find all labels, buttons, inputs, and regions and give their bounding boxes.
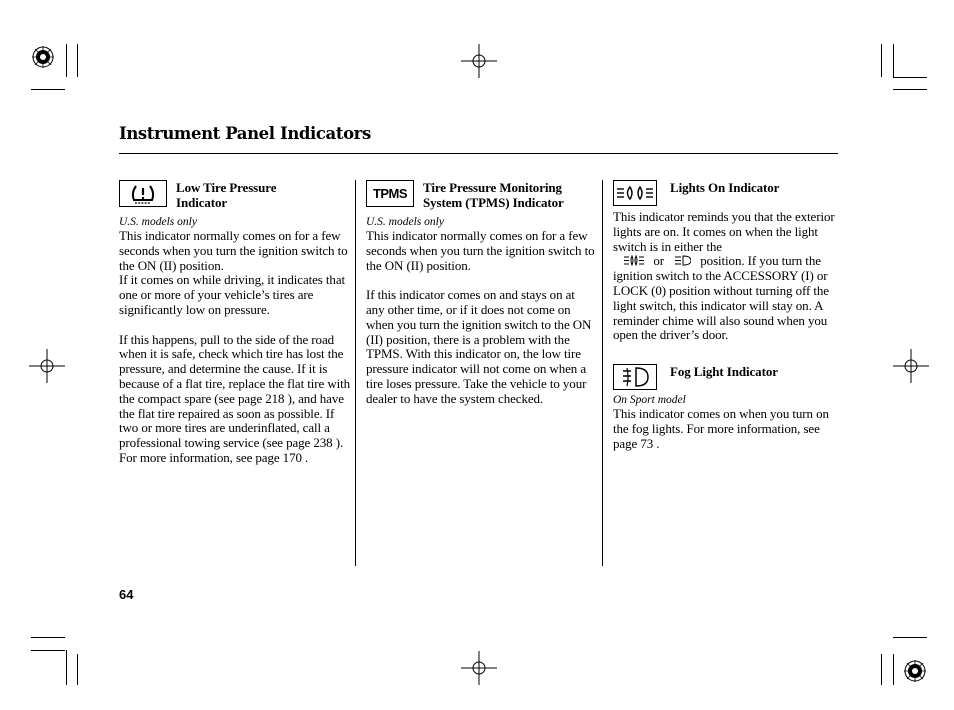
- tpms-section: [366, 180, 596, 407]
- registration-seal-icon: [32, 46, 54, 68]
- body-paragraph: [613, 210, 843, 343]
- crop-mark: [77, 44, 78, 77]
- body-paragraph: This indicator normally comes on for a few seconds when you turn the ignition switch to the ON (II) position.: [119, 228, 348, 273]
- body-paragraph: This indicator comes on when you turn on the fog lights. For more information, see page 73 .: [613, 406, 829, 451]
- crop-mark: [893, 89, 927, 90]
- section-heading: Lights On Indicator: [670, 180, 780, 195]
- section-heading: Fog Light Indicator: [670, 364, 778, 380]
- body-text: position. If you turn the ignition switch to the ACCESSORY (I) or LOCK (0) position without turning off the light switch, this indicator will stay on. A reminder chime will also sound when you open the driver’s door.: [613, 253, 829, 343]
- section-heading: [176, 180, 276, 210]
- registration-seal-icon: [904, 660, 926, 682]
- lights-on-icon: [613, 180, 657, 206]
- crosshair-mark-icon: [461, 651, 497, 685]
- lights-section: [613, 180, 843, 452]
- crop-mark: [66, 44, 67, 77]
- heading-line: Indicator: [176, 195, 228, 210]
- column-divider: [355, 180, 356, 566]
- heading-line: Low Tire Pressure: [176, 180, 277, 195]
- crop-mark: [66, 650, 67, 685]
- inline-or: or: [653, 253, 664, 269]
- crop-mark: [31, 89, 65, 90]
- body-paragraph: This indicator normally comes on for a few seconds when you turn the ignition switch to the ON (II) position.: [366, 228, 595, 273]
- low-tire-pressure-section: [119, 180, 351, 466]
- crop-mark: [893, 77, 927, 78]
- body-paragraph: If this happens, pull to the side of the road when it is safe, check which tire has lost the pressure, and determine the cause. If it is because of a flat tire, replace the flat tire with the compact spare (see page 218 ), and have the flat tire repaired as soon as possible. If two or more tires are underinflated, call a professional towing service (see page 238 ). For more information, see page 170 .: [119, 331, 351, 465]
- crop-mark: [77, 654, 78, 685]
- low-tire-pressure-icon: [119, 180, 167, 207]
- page-title: Instrument Panel Indicators: [119, 124, 371, 143]
- crop-mark: [893, 654, 894, 685]
- crosshair-mark-icon: [893, 349, 929, 383]
- crop-mark: [881, 44, 882, 77]
- tpms-icon-label: TPMS: [372, 186, 408, 201]
- crop-mark: [893, 44, 894, 77]
- title-rule: [119, 153, 838, 154]
- body-paragraph: If this indicator comes on and stays on at any other time, or if it does not come on when you turn the ignition switch to the ON (II) position, there is a problem with the TPMS. With this indicator on, the low tire pressure indicator will not come on when a tire loses pressure. Take the vehicle to your dealer to have the system checked.: [366, 287, 592, 406]
- model-note: On Sport model: [613, 394, 686, 407]
- crop-mark: [31, 650, 65, 651]
- model-note: U.S. models only: [366, 216, 444, 228]
- model-note: U.S. models only: [119, 216, 197, 228]
- parking-lights-icon: [624, 255, 644, 266]
- crop-mark: [893, 637, 927, 638]
- headlights-icon: [675, 255, 691, 266]
- section-heading: [423, 180, 564, 210]
- crop-mark: [31, 637, 65, 638]
- page-number: 64: [119, 587, 134, 602]
- crop-mark: [881, 654, 882, 685]
- heading-line: System (TPMS) Indicator: [423, 195, 564, 210]
- crosshair-mark-icon: [29, 349, 65, 383]
- heading-line: Tire Pressure Monitoring: [423, 180, 562, 195]
- crosshair-mark-icon: [461, 44, 497, 78]
- fog-light-icon: [613, 364, 657, 390]
- body-text: This indicator reminds you that the exterior lights are on. It comes on when the light switch is in either the: [613, 209, 835, 254]
- tpms-icon: [366, 180, 414, 207]
- body-paragraph: If it comes on while driving, it indicates that one or more of your vehicle’s tires are significantly low on pressure.: [119, 272, 345, 317]
- column-divider: [602, 180, 603, 566]
